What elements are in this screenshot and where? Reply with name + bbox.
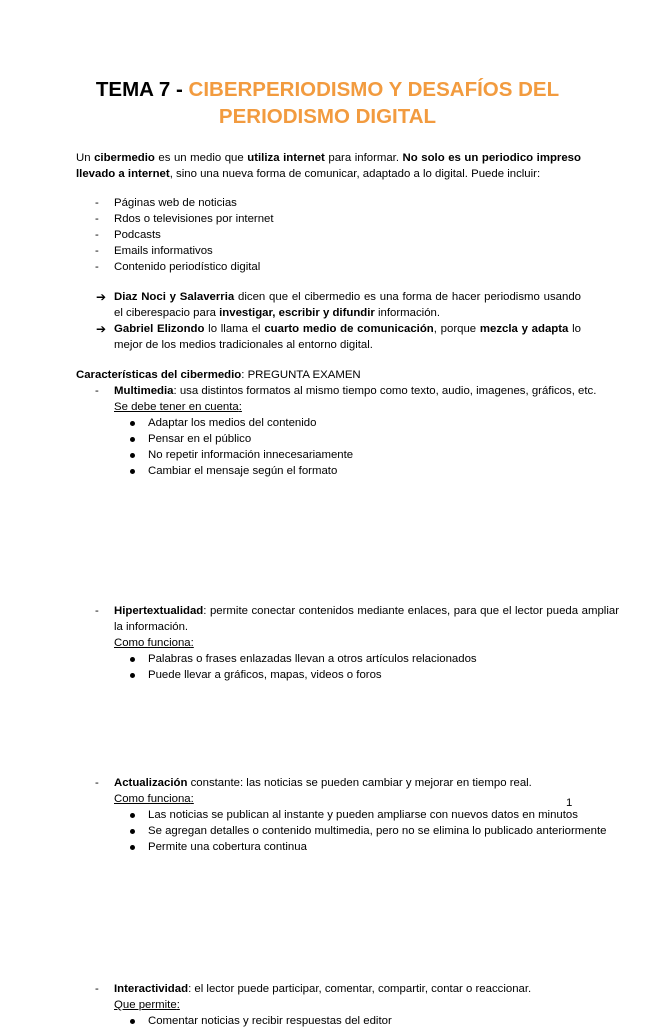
characteristic-term: Hipertextualidad: [114, 605, 204, 617]
bullet-icon: [130, 453, 135, 458]
bullet-icon: [130, 469, 135, 474]
sub-heading: Como funciona:: [114, 637, 194, 649]
author-bold: cuarto medio de comunicación: [264, 323, 434, 335]
characteristics-heading: [76, 367, 581, 383]
intro-text: para informar.: [324, 152, 403, 164]
authors-list: [76, 289, 581, 353]
bullet-icon: [130, 673, 135, 678]
list-item: [114, 651, 619, 667]
bullet-icon: [130, 829, 135, 834]
bullet-list: [114, 1013, 619, 1029]
arrow-right-icon: ➔: [96, 290, 107, 304]
author-item: [76, 289, 581, 321]
list-item: [114, 807, 619, 823]
bullet-text: Comentar noticias y recibir respuestas del editor: [148, 1015, 392, 1027]
bullet-text: Palabras o frases enlazadas llevan a otros artículos relacionados: [148, 653, 477, 665]
characteristic-desc: [114, 603, 619, 635]
includes-list: [76, 195, 581, 275]
sub-heading: Se debe tener en cuenta:: [114, 401, 242, 413]
bullet-icon: [130, 421, 135, 426]
title-highlight: CIBERPERIODISMO Y DESAFÍOS DEL PERIODISMO DIGITAL: [188, 78, 560, 128]
characteristic-desc: [114, 981, 619, 997]
list-item: [114, 839, 619, 855]
bullet-text: Adaptar los medios del contenido: [148, 417, 317, 429]
characteristics-title: Características del cibermedio: [76, 369, 242, 381]
list-item: - Emails informativos: [76, 243, 581, 259]
characteristic-term: Multimedia: [114, 385, 174, 397]
author-name: Gabriel Elizondo: [114, 323, 205, 335]
sub-heading-text: Como funciona: [114, 793, 191, 805]
bullet-icon: [130, 657, 135, 662]
dash-marker: -: [95, 983, 99, 995]
bullet-text: Puede llevar a gráficos, mapas, videos o foros: [148, 669, 382, 681]
bullet-text: Las noticias se publican al instante y pueden ampliarse con nuevos datos en minutos: [148, 809, 578, 821]
author-bold: mezcla y adapta: [479, 323, 569, 335]
intro-bold: utiliza internet: [247, 152, 325, 164]
intro-bold: No solo es un periodico impreso llevado a internet: [76, 152, 581, 180]
bullet-text: Permite una cobertura continua: [148, 841, 307, 853]
list-item: [114, 1013, 619, 1029]
list-item: [114, 431, 619, 447]
list-item: [114, 667, 619, 683]
page-title: [40, 76, 615, 130]
bullet-icon: [130, 437, 135, 442]
characteristic-hipertextualidad: [76, 603, 619, 683]
characteristics-note: : PREGUNTA EXAMEN: [241, 369, 361, 381]
bullet-list: [114, 651, 619, 683]
page-number: 1: [566, 797, 573, 809]
characteristic-interactividad: [76, 981, 619, 1029]
list-item: - Páginas web de noticias: [76, 195, 581, 211]
list-item: - Contenido periodístico digital: [76, 259, 581, 275]
author-text: , porque: [433, 323, 480, 335]
bullet-text: Se agregan detalles o contenido multimedia, pero no se elimina lo publicado anteriormente: [148, 825, 607, 837]
characteristic-term: Interactividad: [114, 983, 189, 995]
sub-heading: Que permite:: [114, 999, 180, 1011]
dash-marker: -: [95, 385, 99, 397]
intro-text: Un: [76, 152, 95, 164]
sub-heading-text: Se debe tener en cuenta: [114, 401, 239, 413]
bullet-list: [114, 415, 619, 479]
intro-text: , sino una nueva forma de comunicar, adaptado a lo digital. Puede incluir:: [169, 168, 541, 180]
sub-heading-text: Que permite: [114, 999, 177, 1011]
dash-marker: -: [95, 605, 99, 617]
author-text: lo mejor de los medios tradicionales al entorno digital.: [114, 323, 581, 351]
author-name: Diaz Noci y Salaverria: [114, 291, 235, 303]
sub-heading: Como funciona:: [114, 793, 194, 805]
author-text: dicen que el cibermedio es una forma de hacer periodismo usando el ciberespacio para: [114, 291, 582, 319]
characteristic-term: Actualización: [114, 777, 188, 789]
characteristic-text: : usa distintos formatos al mismo tiempo como texto, audio, imagenes, gráficos, etc.: [173, 385, 597, 397]
characteristic-multimedia: [76, 383, 619, 479]
bullet-text: Pensar en el público: [148, 433, 252, 445]
list-item: [114, 823, 619, 839]
list-item: - Podcasts: [76, 227, 581, 243]
characteristic-desc: [114, 383, 619, 399]
dash-marker: -: [95, 777, 99, 789]
author-item: [76, 321, 581, 353]
intro-text: es un medio que: [154, 152, 248, 164]
intro-bold: cibermedio: [94, 152, 155, 164]
sub-heading-text: Como funciona: [114, 637, 191, 649]
list-item: [114, 463, 619, 479]
characteristic-text: : el lector puede participar, comentar, compartir, contar o reaccionar.: [188, 983, 532, 995]
characteristic-text: : permite conectar contenidos mediante enlaces, para que el lector pueda ampliar la información.: [114, 605, 619, 633]
characteristic-actualizacion: [76, 775, 619, 855]
bullet-text: No repetir información innecesariamente: [148, 449, 354, 461]
bullet-text: Cambiar el mensaje según el formato: [148, 465, 338, 477]
list-item: [114, 415, 619, 431]
characteristic-desc: [114, 775, 619, 791]
intro-paragraph: [76, 150, 581, 182]
characteristic-text: constante: las noticias se pueden cambiar y mejorar en tiempo real.: [187, 777, 532, 789]
bullet-icon: [130, 813, 135, 818]
author-text: información.: [374, 307, 441, 319]
list-item: [114, 447, 619, 463]
bullet-icon: [130, 1019, 135, 1024]
arrow-right-icon: ➔: [96, 322, 107, 336]
title-prefix: TEMA 7 -: [95, 78, 189, 101]
author-text: lo llama el: [204, 323, 265, 335]
list-item: - Rdos o televisiones por internet: [76, 211, 581, 227]
author-bold: investigar, escribir y difundir: [219, 307, 375, 319]
